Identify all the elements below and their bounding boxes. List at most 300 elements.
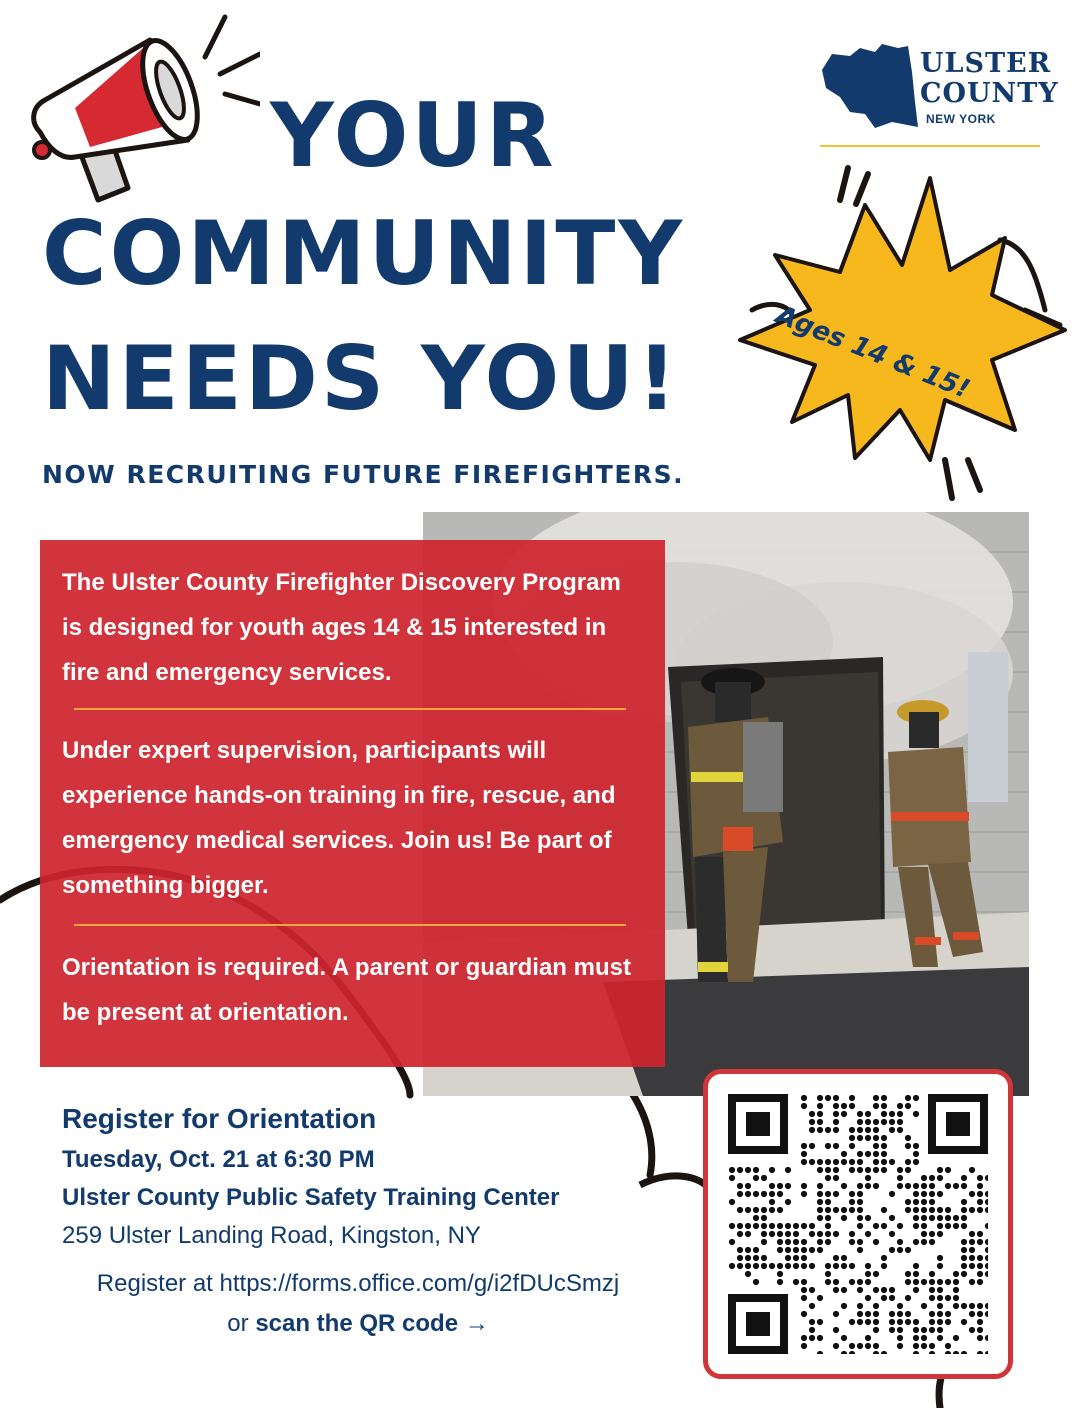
qr-module	[801, 1279, 807, 1285]
qr-module	[785, 1231, 791, 1237]
qr-module	[897, 1127, 903, 1133]
qr-module	[977, 1255, 983, 1261]
qr-module	[777, 1207, 783, 1213]
qr-module	[745, 1191, 751, 1197]
qr-module	[889, 1319, 895, 1325]
qr-module	[985, 1303, 988, 1309]
qr-module	[745, 1263, 751, 1269]
qr-module	[801, 1247, 807, 1253]
qr-module	[937, 1287, 943, 1293]
qr-module	[785, 1199, 791, 1205]
qr-module	[817, 1319, 823, 1325]
qr-module	[969, 1263, 975, 1269]
qr-module	[945, 1279, 951, 1285]
qr-module	[857, 1167, 863, 1173]
qr-module	[929, 1231, 935, 1237]
qr-module	[881, 1103, 887, 1109]
qr-module	[913, 1111, 919, 1117]
scan-instruction	[52, 1310, 664, 1338]
qr-module	[961, 1247, 967, 1253]
qr-module	[865, 1135, 871, 1141]
qr-module	[817, 1215, 823, 1221]
qr-module	[873, 1311, 879, 1317]
qr-module	[737, 1247, 743, 1253]
qr-module	[905, 1167, 911, 1173]
qr-module	[817, 1239, 823, 1245]
qr-module	[737, 1207, 743, 1213]
ages-burst-label: Ages 14 & 15!	[771, 300, 974, 405]
starburst-icon	[730, 160, 1070, 510]
qr-module	[969, 1191, 975, 1197]
logo-word-county: COUNTY	[920, 78, 1059, 109]
scan-prefix: or	[227, 1310, 256, 1337]
qr-module	[873, 1319, 879, 1325]
qr-module	[921, 1343, 927, 1349]
qr-module	[849, 1319, 855, 1325]
qr-module	[857, 1311, 863, 1317]
qr-module	[849, 1279, 855, 1285]
qr-module	[897, 1303, 903, 1309]
qr-module	[745, 1247, 751, 1253]
qr-module	[833, 1119, 839, 1125]
qr-module	[769, 1207, 775, 1213]
qr-module	[833, 1231, 839, 1237]
qr-module	[977, 1191, 983, 1197]
qr-module	[857, 1191, 863, 1197]
qr-module	[977, 1271, 983, 1277]
qr-module	[777, 1223, 783, 1229]
qr-module	[945, 1351, 951, 1354]
qr-module	[889, 1311, 895, 1317]
qr-module	[897, 1319, 903, 1325]
qr-module	[825, 1231, 831, 1237]
qr-module	[753, 1191, 759, 1197]
orientation-requirement: Orientation is required. A parent or guardian must be present at orientation.	[62, 954, 631, 1026]
qr-module	[921, 1215, 927, 1221]
qr-module	[953, 1295, 959, 1301]
qr-module	[793, 1255, 799, 1261]
qr-module	[985, 1311, 988, 1317]
qr-module	[841, 1159, 847, 1165]
qr-module	[889, 1111, 895, 1117]
qr-module	[953, 1287, 959, 1293]
qr-module	[937, 1223, 943, 1229]
qr-module	[873, 1135, 879, 1141]
qr-module	[857, 1247, 863, 1253]
qr-module	[849, 1343, 855, 1349]
qr-module	[817, 1247, 823, 1253]
qr-module	[865, 1175, 871, 1181]
qr-module	[977, 1303, 983, 1309]
qr-module	[745, 1183, 751, 1189]
qr-module	[769, 1167, 775, 1173]
qr-module	[865, 1119, 871, 1125]
qr-module	[809, 1223, 815, 1229]
qr-module	[913, 1223, 919, 1229]
qr-module	[793, 1263, 799, 1269]
qr-module	[761, 1191, 767, 1197]
qr-module	[961, 1239, 967, 1245]
qr-module	[969, 1207, 975, 1213]
qr-module	[921, 1327, 927, 1333]
qr-module	[929, 1295, 935, 1301]
qr-module	[833, 1175, 839, 1181]
qr-module	[937, 1191, 943, 1197]
qr-module	[769, 1231, 775, 1237]
qr-module	[841, 1111, 847, 1117]
qr-module	[801, 1103, 807, 1109]
qr-module	[825, 1215, 831, 1221]
qr-module	[801, 1311, 807, 1317]
qr-module	[881, 1159, 887, 1165]
qr-code-frame[interactable]	[703, 1069, 1013, 1379]
qr-module	[897, 1327, 903, 1333]
qr-module	[857, 1199, 863, 1205]
qr-module	[937, 1303, 943, 1309]
qr-module	[737, 1263, 743, 1269]
qr-module	[905, 1311, 911, 1317]
qr-module	[873, 1167, 879, 1173]
qr-module	[849, 1143, 855, 1149]
qr-module	[929, 1319, 935, 1325]
qr-module	[753, 1215, 759, 1221]
qr-module	[921, 1175, 927, 1181]
qr-module	[785, 1167, 791, 1173]
registration-link[interactable]: Register at https://forms.office.com/g/i2fDUcSmzj	[96, 1270, 620, 1297]
qr-module	[857, 1319, 863, 1325]
qr-module	[913, 1327, 919, 1333]
qr-module	[793, 1231, 799, 1237]
qr-module	[801, 1295, 807, 1301]
qr-module	[745, 1207, 751, 1213]
qr-module	[849, 1351, 855, 1354]
qr-module	[737, 1223, 743, 1229]
qr-module	[825, 1199, 831, 1205]
qr-module	[873, 1127, 879, 1133]
qr-module	[841, 1287, 847, 1293]
qr-module	[801, 1159, 807, 1165]
qr-module	[921, 1223, 927, 1229]
qr-module	[761, 1175, 767, 1181]
qr-module	[977, 1175, 983, 1181]
qr-module	[873, 1143, 879, 1149]
qr-code[interactable]	[728, 1094, 988, 1354]
qr-module	[849, 1103, 855, 1109]
qr-module	[953, 1271, 959, 1277]
qr-module	[945, 1295, 951, 1301]
qr-module	[841, 1183, 847, 1189]
qr-module	[905, 1143, 911, 1149]
qr-module	[865, 1295, 871, 1301]
qr-module	[857, 1279, 863, 1285]
qr-module	[753, 1207, 759, 1213]
qr-module	[913, 1095, 919, 1101]
qr-module	[865, 1271, 871, 1277]
qr-module	[881, 1255, 887, 1261]
qr-module	[769, 1183, 775, 1189]
qr-module	[833, 1207, 839, 1213]
qr-module	[945, 1223, 951, 1229]
scan-qr-label: scan the QR code →	[255, 1310, 489, 1337]
qr-module	[905, 1279, 911, 1285]
qr-module	[801, 1343, 807, 1349]
qr-module	[913, 1191, 919, 1197]
qr-module	[913, 1239, 919, 1245]
qr-module	[737, 1191, 743, 1197]
qr-module	[865, 1167, 871, 1173]
qr-module	[937, 1327, 943, 1333]
qr-module	[793, 1279, 799, 1285]
qr-module	[913, 1271, 919, 1277]
qr-module	[841, 1303, 847, 1309]
qr-module	[873, 1151, 879, 1157]
qr-module	[961, 1319, 967, 1325]
qr-module	[761, 1239, 767, 1245]
qr-module	[825, 1191, 831, 1197]
qr-module	[825, 1279, 831, 1285]
megaphone-icon	[20, 12, 260, 212]
program-description: The Ulster County Firefighter Discovery Program is designed for youth ages 14 & 15 interested in fire and emergency services.	[62, 569, 621, 686]
qr-module	[913, 1215, 919, 1221]
qr-module	[817, 1199, 823, 1205]
qr-module	[897, 1239, 903, 1245]
qr-module	[785, 1255, 791, 1261]
qr-module	[753, 1279, 759, 1285]
qr-module	[745, 1231, 751, 1237]
qr-module	[905, 1095, 911, 1101]
qr-module	[889, 1159, 895, 1165]
qr-module	[849, 1135, 855, 1141]
qr-module	[953, 1223, 959, 1229]
qr-module	[881, 1287, 887, 1293]
qr-module	[785, 1239, 791, 1245]
qr-module	[977, 1207, 983, 1213]
qr-module	[897, 1111, 903, 1117]
qr-module	[953, 1279, 959, 1285]
qr-module	[977, 1311, 983, 1317]
qr-module	[881, 1223, 887, 1229]
qr-module	[793, 1223, 799, 1229]
qr-module	[817, 1183, 823, 1189]
qr-module	[833, 1167, 839, 1173]
qr-module	[833, 1255, 839, 1261]
qr-module	[753, 1255, 759, 1261]
panel-divider	[74, 924, 626, 926]
qr-module	[841, 1335, 847, 1341]
qr-module	[841, 1151, 847, 1157]
qr-module	[857, 1159, 863, 1165]
qr-module	[777, 1183, 783, 1189]
qr-module	[937, 1175, 943, 1181]
qr-module	[865, 1319, 871, 1325]
qr-module	[929, 1271, 935, 1277]
qr-module	[817, 1191, 823, 1197]
headline-line-2: COMMUNITY	[42, 202, 686, 305]
qr-module	[825, 1271, 831, 1277]
qr-module	[953, 1303, 959, 1309]
qr-module	[865, 1231, 871, 1237]
qr-module	[985, 1335, 988, 1341]
qr-module	[793, 1247, 799, 1253]
qr-module	[897, 1183, 903, 1189]
qr-module	[961, 1199, 967, 1205]
qr-module	[737, 1167, 743, 1173]
qr-module	[833, 1287, 839, 1293]
qr-module	[985, 1191, 988, 1197]
qr-module	[873, 1183, 879, 1189]
qr-module	[809, 1327, 815, 1333]
qr-module	[905, 1103, 911, 1109]
qr-module	[833, 1279, 839, 1285]
qr-module	[969, 1231, 975, 1237]
qr-module	[873, 1159, 879, 1165]
qr-module	[945, 1215, 951, 1221]
qr-module	[889, 1231, 895, 1237]
qr-module	[833, 1191, 839, 1197]
qr-module	[865, 1311, 871, 1317]
qr-module	[841, 1103, 847, 1109]
qr-module	[913, 1287, 919, 1293]
qr-module	[833, 1143, 839, 1149]
headline-line-1: YOUR	[270, 84, 557, 187]
qr-module	[881, 1151, 887, 1157]
qr-module	[777, 1231, 783, 1237]
qr-module	[729, 1239, 735, 1245]
qr-module	[849, 1095, 855, 1101]
qr-module	[945, 1183, 951, 1189]
qr-module	[937, 1215, 943, 1221]
qr-module	[857, 1223, 863, 1229]
qr-module	[801, 1287, 807, 1293]
qr-module	[945, 1319, 951, 1325]
qr-module	[921, 1183, 927, 1189]
qr-module	[729, 1263, 735, 1269]
qr-module	[833, 1095, 839, 1101]
qr-module	[937, 1207, 943, 1213]
qr-module	[873, 1103, 879, 1109]
qr-module	[825, 1159, 831, 1165]
ulster-county-logo	[818, 40, 1059, 150]
qr-module	[841, 1255, 847, 1261]
qr-module	[873, 1327, 879, 1333]
qr-module	[809, 1231, 815, 1237]
qr-module	[817, 1119, 823, 1125]
qr-module	[881, 1135, 887, 1141]
qr-module	[929, 1343, 935, 1349]
qr-module	[865, 1111, 871, 1117]
qr-module	[729, 1199, 735, 1205]
qr-module	[937, 1263, 943, 1269]
qr-module	[921, 1239, 927, 1245]
qr-module	[777, 1271, 783, 1277]
qr-module	[873, 1303, 879, 1309]
qr-module	[729, 1167, 735, 1173]
qr-module	[753, 1247, 759, 1253]
qr-module	[889, 1327, 895, 1333]
qr-module	[825, 1239, 831, 1245]
qr-module	[969, 1239, 975, 1245]
qr-module	[905, 1199, 911, 1205]
qr-module	[913, 1263, 919, 1269]
qr-module	[889, 1127, 895, 1133]
qr-module	[857, 1207, 863, 1213]
qr-module	[865, 1335, 871, 1341]
qr-module	[857, 1287, 863, 1293]
qr-module	[905, 1319, 911, 1325]
qr-module	[921, 1279, 927, 1285]
qr-module	[817, 1231, 823, 1237]
qr-module	[873, 1239, 879, 1245]
qr-module	[977, 1231, 983, 1237]
qr-module	[817, 1111, 823, 1117]
qr-module	[777, 1191, 783, 1197]
qr-module	[897, 1335, 903, 1341]
qr-module	[825, 1127, 831, 1133]
qr-module	[881, 1111, 887, 1117]
qr-module	[953, 1183, 959, 1189]
qr-module	[889, 1287, 895, 1293]
qr-module	[929, 1239, 935, 1245]
qr-module	[985, 1199, 988, 1205]
qr-module	[905, 1183, 911, 1189]
qr-module	[849, 1191, 855, 1197]
qr-module	[985, 1351, 988, 1354]
qr-module	[857, 1119, 863, 1125]
qr-module	[809, 1303, 815, 1309]
qr-module	[977, 1183, 983, 1189]
qr-module	[881, 1143, 887, 1149]
qr-module	[913, 1199, 919, 1205]
qr-module	[913, 1279, 919, 1285]
qr-module	[801, 1191, 807, 1197]
qr-module	[801, 1255, 807, 1261]
qr-module	[953, 1215, 959, 1221]
qr-module	[897, 1311, 903, 1317]
qr-module	[817, 1335, 823, 1341]
qr-module	[913, 1151, 919, 1157]
qr-module	[945, 1167, 951, 1173]
qr-module	[953, 1351, 959, 1354]
qr-module	[929, 1287, 935, 1293]
qr-module	[865, 1263, 871, 1269]
qr-module	[929, 1191, 935, 1197]
qr-module	[881, 1167, 887, 1173]
qr-module	[881, 1263, 887, 1269]
qr-module	[809, 1111, 815, 1117]
qr-module	[937, 1255, 943, 1261]
qr-module	[921, 1335, 927, 1341]
qr-module	[833, 1263, 839, 1269]
qr-module	[833, 1127, 839, 1133]
qr-module	[801, 1239, 807, 1245]
qr-module	[777, 1247, 783, 1253]
orientation-address: 259 Ulster Landing Road, Kingston, NY	[62, 1222, 481, 1249]
qr-module	[817, 1351, 823, 1354]
qr-module	[969, 1167, 975, 1173]
qr-module	[905, 1247, 911, 1253]
qr-module	[849, 1159, 855, 1165]
qr-module	[969, 1279, 975, 1285]
logo-word-ulster: ULSTER	[920, 48, 1052, 79]
qr-module	[897, 1247, 903, 1253]
qr-module	[889, 1215, 895, 1221]
qr-module	[873, 1095, 879, 1101]
qr-module	[977, 1319, 983, 1325]
qr-module	[761, 1215, 767, 1221]
qr-module	[873, 1287, 879, 1293]
qr-module	[865, 1215, 871, 1221]
program-info-panel	[40, 540, 665, 1067]
